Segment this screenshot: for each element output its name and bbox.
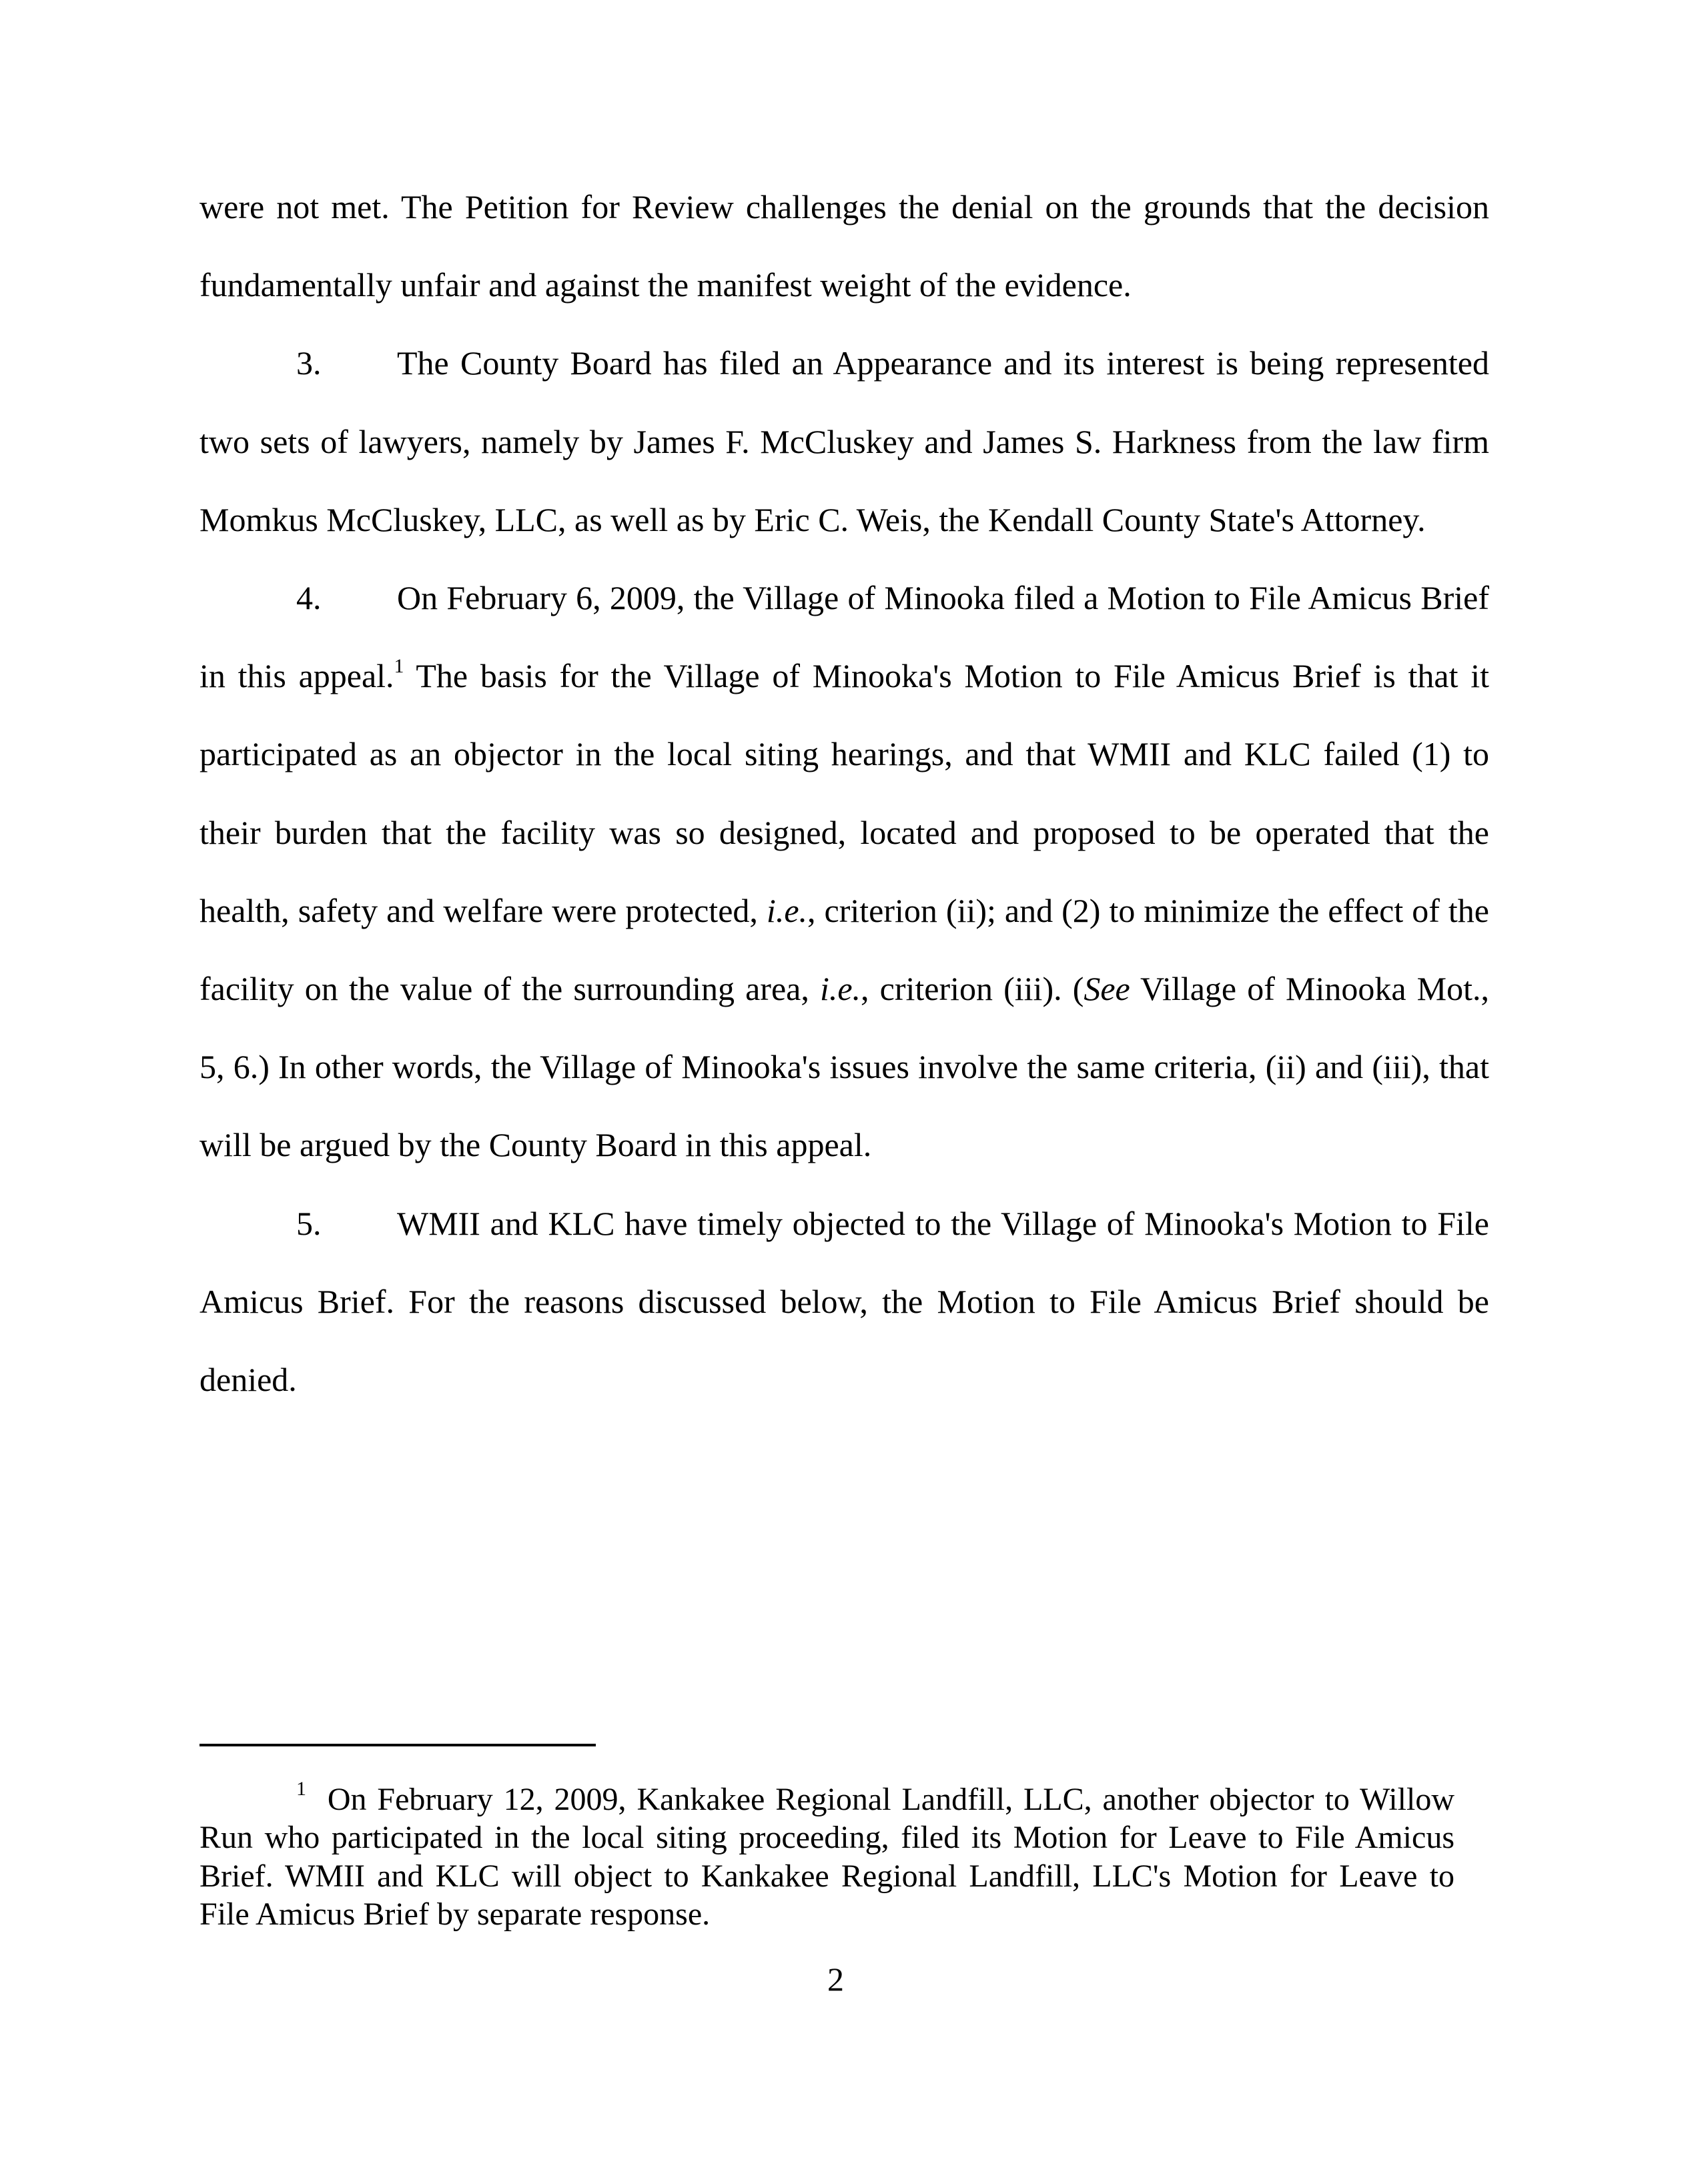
text-line: [199, 637, 1489, 714]
text-segment: i.e.: [766, 891, 808, 929]
text-segment: WMII and KLC have timely objected to the Village of Minooka's Motion to File: [397, 1204, 1489, 1242]
text-segment: The basis for the Village of Minooka's Motion to File Amicus Brief is that it: [404, 657, 1489, 695]
footnote-text: File Amicus Brief by separate response.: [199, 1896, 711, 1932]
text-segment: fundamentally unfair and against the manifest weight of the evidence.: [199, 266, 1132, 304]
text-line: [199, 168, 1489, 245]
text-line: [199, 246, 1132, 324]
text-segment: i.e.: [819, 970, 861, 1007]
text-segment: See: [1084, 970, 1130, 1007]
footnote-text: Run who participated in the local siting proceeding, filed its Motion for Leave to File Amicus: [199, 1820, 1454, 1856]
text-line: [199, 403, 1489, 480]
footnote-text: Brief. WMII and KLC will object to Kankakee Regional Landfill, LLC's Motion for Leave to: [199, 1858, 1454, 1894]
text-line: [397, 559, 1489, 636]
text-segment: Village of Minooka Mot.,: [1140, 970, 1489, 1007]
text-line: [397, 324, 1489, 402]
text-segment: their burden that the facility was so designed, located and proposed to be operated that the: [199, 813, 1489, 851]
text-segment: facility on the value of the surrounding area,: [199, 970, 820, 1007]
text-segment: two sets of lawyers, namely by James F. McCluskey and James S. Harkness from the law firm: [199, 422, 1489, 460]
text-segment: , criterion (iii). (: [861, 970, 1084, 1007]
text-line: [199, 1028, 1489, 1105]
text-segment: The County Board has filed an Appearance and its interest is being represented: [397, 344, 1489, 382]
footnote-line: [199, 1857, 1454, 1896]
text-segment: denied.: [199, 1361, 297, 1398]
paragraph-number: 4.: [296, 579, 322, 616]
text-segment: were not met. The Petition for Review challenges the denial on the grounds that the decision: [199, 188, 1489, 225]
footnote-line: [199, 1895, 710, 1934]
footnote-line: [199, 1818, 1454, 1857]
text-segment: , criterion (ii); and (2) to minimize the effect of the: [807, 891, 1489, 929]
text-line: [199, 1263, 1489, 1340]
text-segment: participated as an objector in the local siting hearings, and that WMII and KLC failed (1) to: [199, 735, 1489, 773]
text-segment: will be argued by the County Board in this appeal.: [199, 1126, 872, 1164]
text-segment: 5, 6.) In other words, the Village of Minooka's issues involve the same criteria, (ii) and (iii), that: [199, 1048, 1489, 1086]
text-line: [199, 794, 1489, 871]
footnote-reference: 1: [394, 655, 404, 678]
footnote-marker: 1: [296, 1780, 306, 1800]
text-line: [199, 872, 1489, 949]
footnote-line: [296, 1780, 1454, 1819]
text-segment: Momkus McCluskey, LLC, as well as by Eric C. Weis, the Kendall County State's Attorney.: [199, 500, 1426, 538]
text-line: [199, 715, 1489, 792]
footnote-text: On February 12, 2009, Kankakee Regional Landfill, LLC, another objector to Willow: [327, 1782, 1454, 1817]
paragraph-number: 3.: [296, 344, 322, 382]
text-line: [199, 1106, 871, 1183]
text-segment: Amicus Brief. For the reasons discussed below, the Motion to File Amicus Brief should be: [199, 1282, 1489, 1320]
text-line: [199, 481, 1426, 558]
text-segment: in this appeal.: [199, 657, 394, 695]
text-line: [397, 1185, 1489, 1262]
paragraph-number: 5.: [296, 1204, 322, 1242]
text-segment: health, safety and welfare were protected,: [199, 891, 767, 929]
text-segment: On February 6, 2009, the Village of Minooka filed a Motion to File Amicus Brief: [397, 579, 1489, 616]
text-line: [199, 950, 1489, 1027]
footnote-separator: [199, 1744, 596, 1746]
text-line: [199, 1341, 297, 1418]
page-number: 2: [827, 1961, 844, 1998]
